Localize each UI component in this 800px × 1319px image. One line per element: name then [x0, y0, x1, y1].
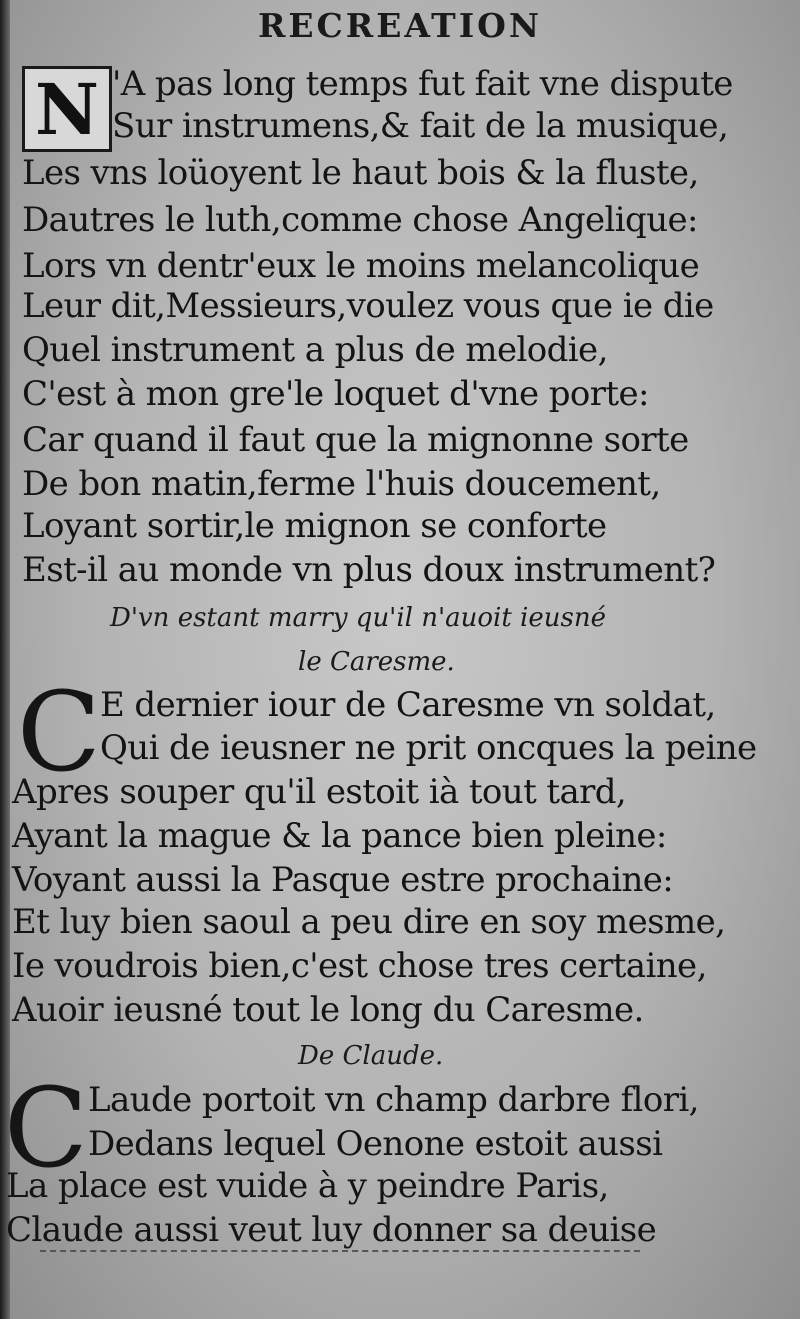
poem1-line-7: Quel instrument a plus de melodie,	[22, 330, 608, 370]
poem2-heading-line-2: le Caresme.	[298, 647, 455, 677]
dropcap-c-poem2	[14, 668, 104, 796]
poem1-line-3: Les vns loüoyent le haut bois & la fluste,	[22, 153, 699, 193]
poem1-line-9: Car quand il faut que la mignonne sorte	[22, 420, 689, 460]
ornamental-dropcap-n	[22, 66, 112, 152]
poem1-line-1: 'A pas long temps fut fait vne dispute	[112, 64, 733, 104]
poem3-line-3: La place est vuide à y peindre Paris,	[6, 1166, 609, 1206]
dropcap-c-poem3	[3, 1064, 89, 1192]
dropcap-letter: C	[3, 1064, 89, 1192]
poem2-line-6: Et luy bien saoul a peu dire en soy mesme,	[12, 902, 726, 942]
poem2-line-2: Qui de ieusner ne prit oncques la peine	[100, 728, 757, 768]
dropcap-letter: N	[35, 67, 99, 151]
poem1-line-5: Lors vn dentr'eux le moins melancolique	[22, 246, 700, 286]
poem3-heading: De Claude.	[298, 1041, 444, 1071]
poem2-line-7: Ie voudrois bien,c'est chose tres certaine,	[12, 946, 707, 986]
dropcap-letter: C	[16, 668, 102, 796]
poem2-line-5: Voyant aussi la Pasque estre prochaine:	[12, 860, 674, 900]
poem2-line-4: Ayant la mague & la pance bien pleine:	[12, 816, 667, 856]
poem3-line-2: Dedans lequel Oenone estoit aussi	[88, 1124, 663, 1164]
poem3-line-4: Claude aussi veut luy donner sa deuise	[6, 1210, 657, 1250]
poem3-line-1: Laude portoit vn champ darbre flori,	[88, 1080, 699, 1120]
poem1-line-4: Dautres le luth,comme chose Angelique:	[22, 200, 698, 240]
running-head: RECREATION	[257, 6, 543, 45]
poem2-line-8: Auoir ieusné tout le long du Caresme.	[12, 990, 644, 1030]
poem2-line-3: Apres souper qu'il estoit ià tout tard,	[12, 772, 627, 812]
poem1-line-2: Sur instrumens,& fait de la musique,	[112, 106, 729, 146]
poem1-line-10: De bon matin,ferme l'huis doucement,	[22, 464, 661, 504]
catchword-rule	[40, 1250, 640, 1252]
poem2-line-1: E dernier iour de Caresme vn soldat,	[100, 685, 716, 725]
poem1-line-11: Loyant sortir,le mignon se conforte	[22, 506, 607, 546]
poem1-line-12: Est-il au monde vn plus doux instrument?	[22, 550, 716, 590]
poem1-line-8: C'est à mon gre'le loquet d'vne porte:	[22, 374, 649, 414]
poem2-heading-line-1: D'vn estant marry qu'il n'auoit ieusné	[110, 603, 606, 633]
poem1-line-6: Leur dit,Messieurs,voulez vous que ie die	[22, 286, 714, 326]
